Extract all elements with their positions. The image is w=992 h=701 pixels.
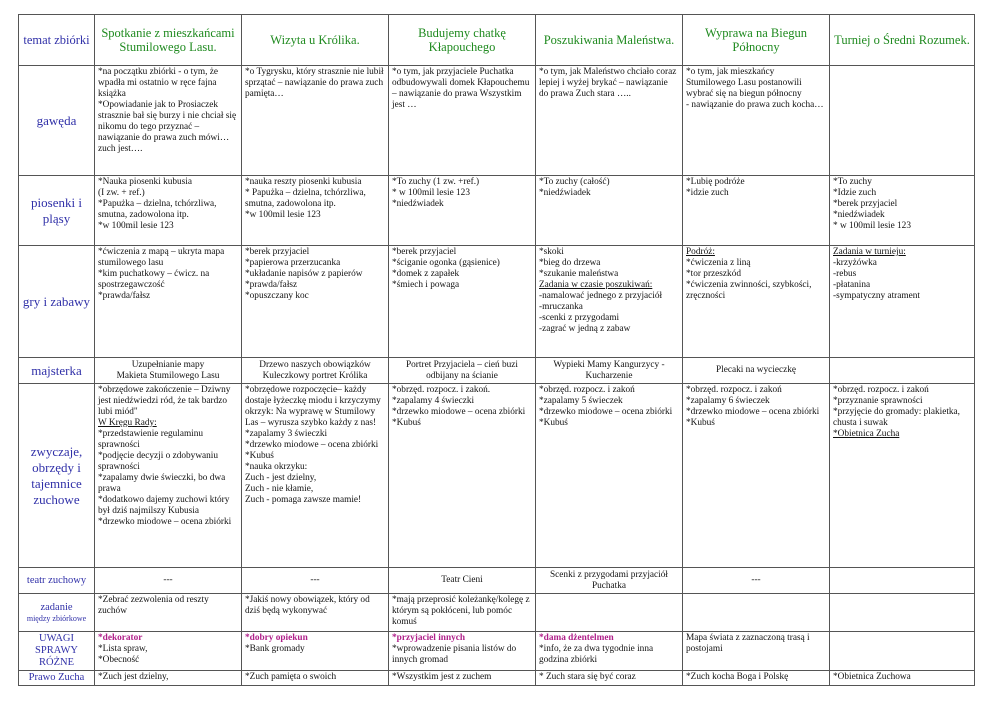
cell-piosenki-3: *To zuchy (1 zw. +ref.) * w 100mil lesie 123 *niedźwiadek xyxy=(389,176,536,246)
cell-prawo-3: *Wszystkim jest z zuchem xyxy=(389,671,536,686)
row-label-gaweda: gawęda xyxy=(19,66,95,176)
cell-gry-2: *berek przyjaciel *papierowa przerzucanka *układanie napisów z papierów *prawda/fałsz *opuszczany koc xyxy=(242,246,389,358)
cell-gry-4 xyxy=(536,246,683,358)
cell-zadanie-2: *Jakiś nowy obowiązek, który od dziś będą wykonywać xyxy=(242,594,389,632)
cell-zadanie-4 xyxy=(536,594,683,632)
cell-prawo-4: * Zuch stara się być coraz xyxy=(536,671,683,686)
col-header-5: Wyprawa na Biegun Północny xyxy=(683,15,830,66)
cell-zwyczaje-2: *obrzędowe rozpoczęcie– każdy dostaje łyżeczkę miodu i krzyczymy okrzyk: Na wyprawę w Stumilowy Las – wyrusza szybko każdy z nas! *zapalamy 3 świeczki *drzewko miodowe – ocena zbiórki *Kubuś *nauka okrzyku: Zuch - jest dzielny, Zuch - nie kłamie, Zuch - pomaga zawsze mamie! xyxy=(242,384,389,568)
cell-gry-1: *ćwiczenia z mapą – ukryta mapa stumilowego lasu *kim puchatkowy – ćwicz. na spostrzegawczość *prawda/fałsz xyxy=(95,246,242,358)
gry-6-subheading: Zadania w turnieju: xyxy=(833,247,906,257)
col-header-3: Budujemy chatkę Kłapouchego xyxy=(389,15,536,66)
col-header-4: Poszukiwania Maleństwa. xyxy=(536,15,683,66)
col-header-1: Spotkanie z mieszkańcami Stumilowego Lasu. xyxy=(95,15,242,66)
cell-zwyczaje-6 xyxy=(830,384,975,568)
cell-gry-3: *berek przyjaciel *ściganie ogonka (gąsienice) *domek z zapałek *śmiech i powaga xyxy=(389,246,536,358)
cell-zwyczaje-3: *obrzęd. rozpocz. i zakoń. *zapalamy 4 świeczki *drzewko miodowe – ocena zbiórki *Kubuś xyxy=(389,384,536,568)
zadanie-label: zadanie xyxy=(40,602,73,613)
zwyczaje-6-list: *obrzęd. rozpocz. i zakoń *przyznanie sprawności *przyjęcie do gromady: plakietka, chusta i suwak xyxy=(833,385,961,428)
cell-gaweda-4: *o tym, jak Maleństwo chciało coraz lepiej i wyżej brykać – nawiązanie do prawa Zuch stara ….. xyxy=(536,66,683,176)
uwagi-1-text: *Lista spraw, *Obecność xyxy=(98,644,148,665)
gry-4-subheading: Zadania w czasie poszukiwań: xyxy=(539,280,653,290)
cell-gaweda-5: *o tym, jak mieszkańcy Stumilowego Lasu postanowili wybrać się na biegun północny - nawiązanie do prawa zuch kocha… xyxy=(683,66,830,176)
row-teatr xyxy=(19,568,975,594)
gry-4-tasks: -namalować jednego z przyjaciół -mruczanka -scenki z przygodami -zagrać w jedną z zabaw xyxy=(539,291,663,334)
row-label-piosenki: piosenki i pląsy xyxy=(19,176,95,246)
cell-zwyczaje-1 xyxy=(95,384,242,568)
cell-majsterka-5: Plecaki na wycieczkę xyxy=(683,358,830,384)
cell-gry-5 xyxy=(683,246,830,358)
cell-gaweda-6 xyxy=(830,66,975,176)
cell-uwagi-6 xyxy=(830,632,975,671)
cell-teatr-4: Scenki z przygodami przyjaciół Puchatka xyxy=(536,568,683,594)
uwagi-2-badge: *dobry opiekun xyxy=(245,633,308,643)
row-label-zadanie xyxy=(19,594,95,632)
cell-gry-6 xyxy=(830,246,975,358)
uwagi-2-text: *Bank gromady xyxy=(245,644,305,654)
row-uwagi xyxy=(19,632,975,671)
row-label-teatr: teatr zuchowy xyxy=(19,568,95,594)
corner-header: temat zbiórki xyxy=(19,15,95,66)
cell-teatr-1: --- xyxy=(95,568,242,594)
row-label-majsterka: majsterka xyxy=(19,358,95,384)
gry-5-list: *ćwiczenia z liną *tor przeszkód *ćwiczenia zwinności, szybkości, zręczności xyxy=(686,258,812,301)
cell-zadanie-3: *mają przeprosić koleżankę/kolegę z którym są pokłóceni, lub pomóc komuś xyxy=(389,594,536,632)
cell-prawo-6: *Obietnica Zuchowa xyxy=(830,671,975,686)
row-zwyczaje xyxy=(19,384,975,568)
cell-gaweda-3: *o tym, jak przyjaciele Puchatka odbudowywali domek Kłapouchemu – nawiązanie do prawa Wszystkim jest … xyxy=(389,66,536,176)
uwagi-4-text: *info, że za dwa tygodnie inna godzina zbiórki xyxy=(539,644,654,665)
cell-majsterka-1: Uzupełnianie mapy Makieta Stumilowego Lasu xyxy=(95,358,242,384)
zadanie-sublabel: między zbiórkowe xyxy=(26,614,87,623)
cell-uwagi-2 xyxy=(242,632,389,671)
cell-piosenki-2: *nauka reszty piosenki kubusia * Papużka – dzielna, tchórzliwa, smutna, zadowolona itp. *w 100mil lesie 123 xyxy=(242,176,389,246)
row-piosenki xyxy=(19,176,975,246)
cell-uwagi-1 xyxy=(95,632,242,671)
col-header-2: Wizyta u Królika. xyxy=(242,15,389,66)
row-label-zwyczaje: zwyczaje, obrzędy i tajemnice zuchowe xyxy=(19,384,95,568)
zwyczaje-6-obietnica: *Obietnica Zucha xyxy=(833,429,900,439)
cell-zadanie-6 xyxy=(830,594,975,632)
cell-uwagi-4 xyxy=(536,632,683,671)
cell-zwyczaje-5: *obrzęd. rozpocz. i zakoń *zapalamy 6 świeczek *drzewko miodowe – ocena zbiórki *Kubuś xyxy=(683,384,830,568)
cell-zwyczaje-4: *obrzęd. rozpocz. i zakoń *zapalamy 5 świeczek *drzewko miodowe – ocena zbiórki *Kubuś xyxy=(536,384,683,568)
row-label-uwagi: UWAGI SPRAWY RÓŻNE xyxy=(19,632,95,671)
cell-zadanie-1: *Zebrać zezwolenia od reszty zuchów xyxy=(95,594,242,632)
uwagi-3-badge: *przyjaciel innych xyxy=(392,633,466,643)
cell-gaweda-2: *o Tygrysku, który strasznie nie lubił sprzątać – nawiązanie do prawa zuch pamięta… xyxy=(242,66,389,176)
cell-majsterka-4: Wypieki Mamy Kangurzycy - Kucharzenie xyxy=(536,358,683,384)
gry-4-list: *skoki *bieg do drzewa *szukanie maleństwa xyxy=(539,247,619,279)
row-gry xyxy=(19,246,975,358)
cell-prawo-2: *Zuch pamięta o swoich xyxy=(242,671,389,686)
uwagi-4-badge: *dama dżentelmen xyxy=(539,633,614,643)
cell-teatr-3: Teatr Cieni xyxy=(389,568,536,594)
cell-uwagi-3 xyxy=(389,632,536,671)
cell-majsterka-6 xyxy=(830,358,975,384)
cell-gaweda-1: *na początku zbiórki - o tym, że wpadła mi ostatnio w ręce fajna książka *Opowiadanie jak to Prosiaczek strasznie bał się burzy i nie chciał się nikomu do tego przyznać – nawiązanie do prawa zuch mówi… zuch jest…. xyxy=(95,66,242,176)
cell-majsterka-2: Drzewo naszych obowiązków Kuleczkowy portret Królika xyxy=(242,358,389,384)
uwagi-1-badge: *dekorator xyxy=(98,633,143,643)
cell-uwagi-5: Mapa świata z zaznaczoną trasą i postojami xyxy=(683,632,830,671)
row-prawo xyxy=(19,671,975,686)
uwagi-3-text: *wprowadzenie pisania listów do innych gromad xyxy=(392,644,517,665)
cell-zadanie-5 xyxy=(683,594,830,632)
cell-piosenki-5: *Lubię podróże *idzie zuch xyxy=(683,176,830,246)
cell-teatr-6 xyxy=(830,568,975,594)
cell-teatr-5: --- xyxy=(683,568,830,594)
header-row xyxy=(19,15,975,66)
gry-5-subheading: Podróż: xyxy=(686,247,715,257)
zwyczaje-1-list: *przedstawienie regulaminu sprawności *podjęcie decyzji o zdobywaniu sprawności *zapalamy dwie świeczki, bo dwa prawa *dodatkowo dajemy zuchowi który był dziś najmilszy Kubusia *drzewko miodowe – ocena zbiórki xyxy=(98,429,232,527)
row-majsterka xyxy=(19,358,975,384)
row-gaweda xyxy=(19,66,975,176)
cell-piosenki-1: *Nauka piosenki kubusia (I zw. + ref.) *Papużka – dzielna, tchórzliwa, smutna, zadowolona itp. *w 100mil lesie 123 xyxy=(95,176,242,246)
col-header-6: Turniej o Średni Rozumek. xyxy=(830,15,975,66)
cell-piosenki-6: *To zuchy *Idzie zuch *berek przyjaciel *niedźwiadek * w 100mil lesie 123 xyxy=(830,176,975,246)
cell-piosenki-4: *To zuchy (całość) *niedźwiadek xyxy=(536,176,683,246)
cell-teatr-2: --- xyxy=(242,568,389,594)
row-zadanie xyxy=(19,594,975,632)
cell-prawo-5: *Zuch kocha Boga i Polskę xyxy=(683,671,830,686)
zwyczaje-1-intro: *obrzędowe zakończenie – Dziwny jest niedźwiedzi ród, że tak bardzo lubi miód" xyxy=(98,385,231,417)
gry-6-list: -krzyżówka -rebus -płatanina -sympatyczny atrament xyxy=(833,258,920,301)
zwyczaje-1-subheading: W Kręgu Rady: xyxy=(98,418,157,428)
cell-majsterka-3: Portret Przyjaciela – cień buzi odbijany na ścianie xyxy=(389,358,536,384)
plan-table xyxy=(18,14,975,686)
cell-prawo-1: *Zuch jest dzielny, xyxy=(95,671,242,686)
row-label-gry: gry i zabawy xyxy=(19,246,95,358)
row-label-prawo: Prawo Zucha xyxy=(19,671,95,686)
